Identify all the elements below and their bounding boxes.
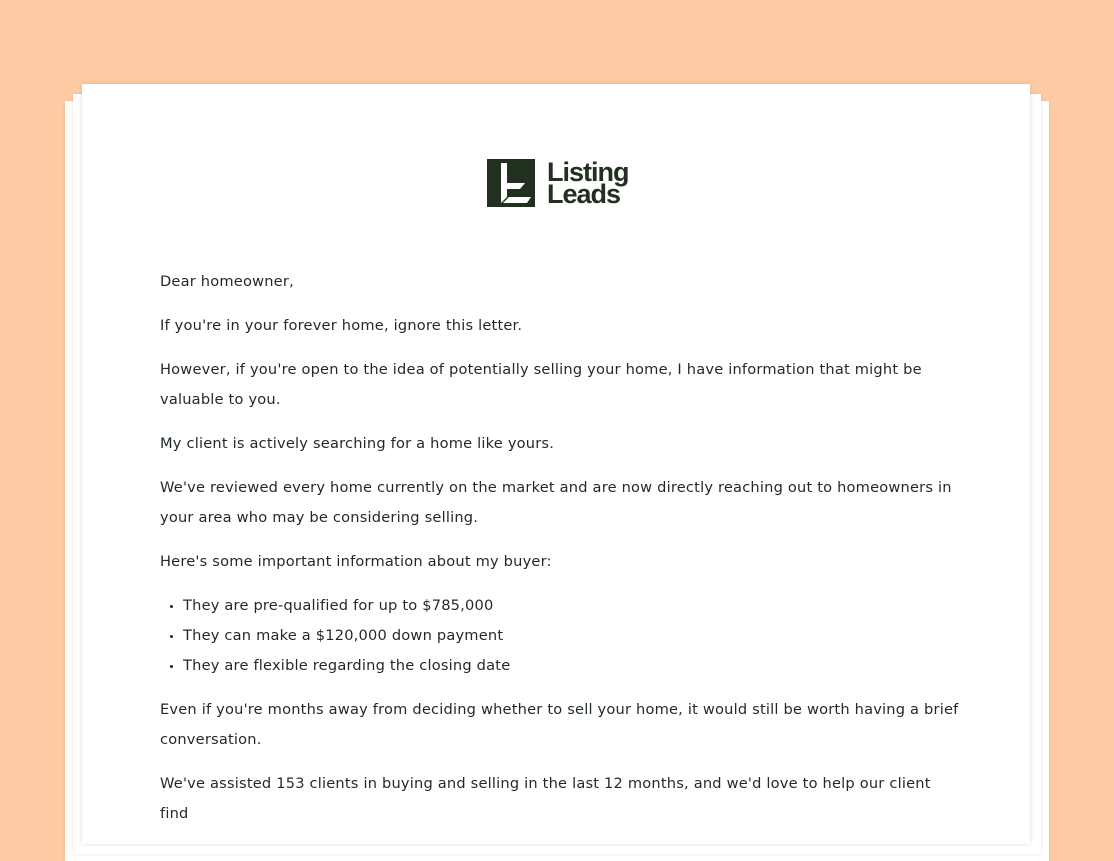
list-item: They are flexible regarding the closing date xyxy=(183,651,960,681)
brand-name-line2: Leads xyxy=(547,179,621,209)
letter-page xyxy=(82,84,1030,844)
letter-paragraph: We've reviewed every home currently on the market and are now directly reaching out to homeowners in your area who may be considering selling. xyxy=(160,479,952,526)
brand-logo xyxy=(487,159,629,207)
list-item: They can make a $120,000 down payment xyxy=(183,621,960,651)
list-item: They are pre-qualified for up to $785,000 xyxy=(183,591,960,621)
brand-name xyxy=(547,157,629,209)
letter-paragraph: My client is actively searching for a home like yours. xyxy=(160,435,555,452)
letter-paragraph: However, if you're open to the idea of potentially selling your home, I have information that might be valuable to you. xyxy=(160,361,922,408)
buyer-points-list xyxy=(160,591,960,681)
letter-paragraph: Even if you're months away from deciding whether to sell your home, it would still be worth having a brief conversation. xyxy=(160,701,959,748)
letter-intro: If you're in your forever home, ignore this letter. xyxy=(160,317,523,334)
letter-body xyxy=(160,267,960,843)
letter-paragraph: We've assisted 153 clients in buying and selling in the last 12 months, and we'd love to help our client find xyxy=(160,775,931,822)
letter-greeting: Dear homeowner, xyxy=(160,273,294,290)
listing-leads-logo-icon xyxy=(487,159,535,207)
brand-name-line1: Listing xyxy=(547,157,629,187)
buyer-info-intro: Here's some important information about my buyer: xyxy=(160,553,552,570)
